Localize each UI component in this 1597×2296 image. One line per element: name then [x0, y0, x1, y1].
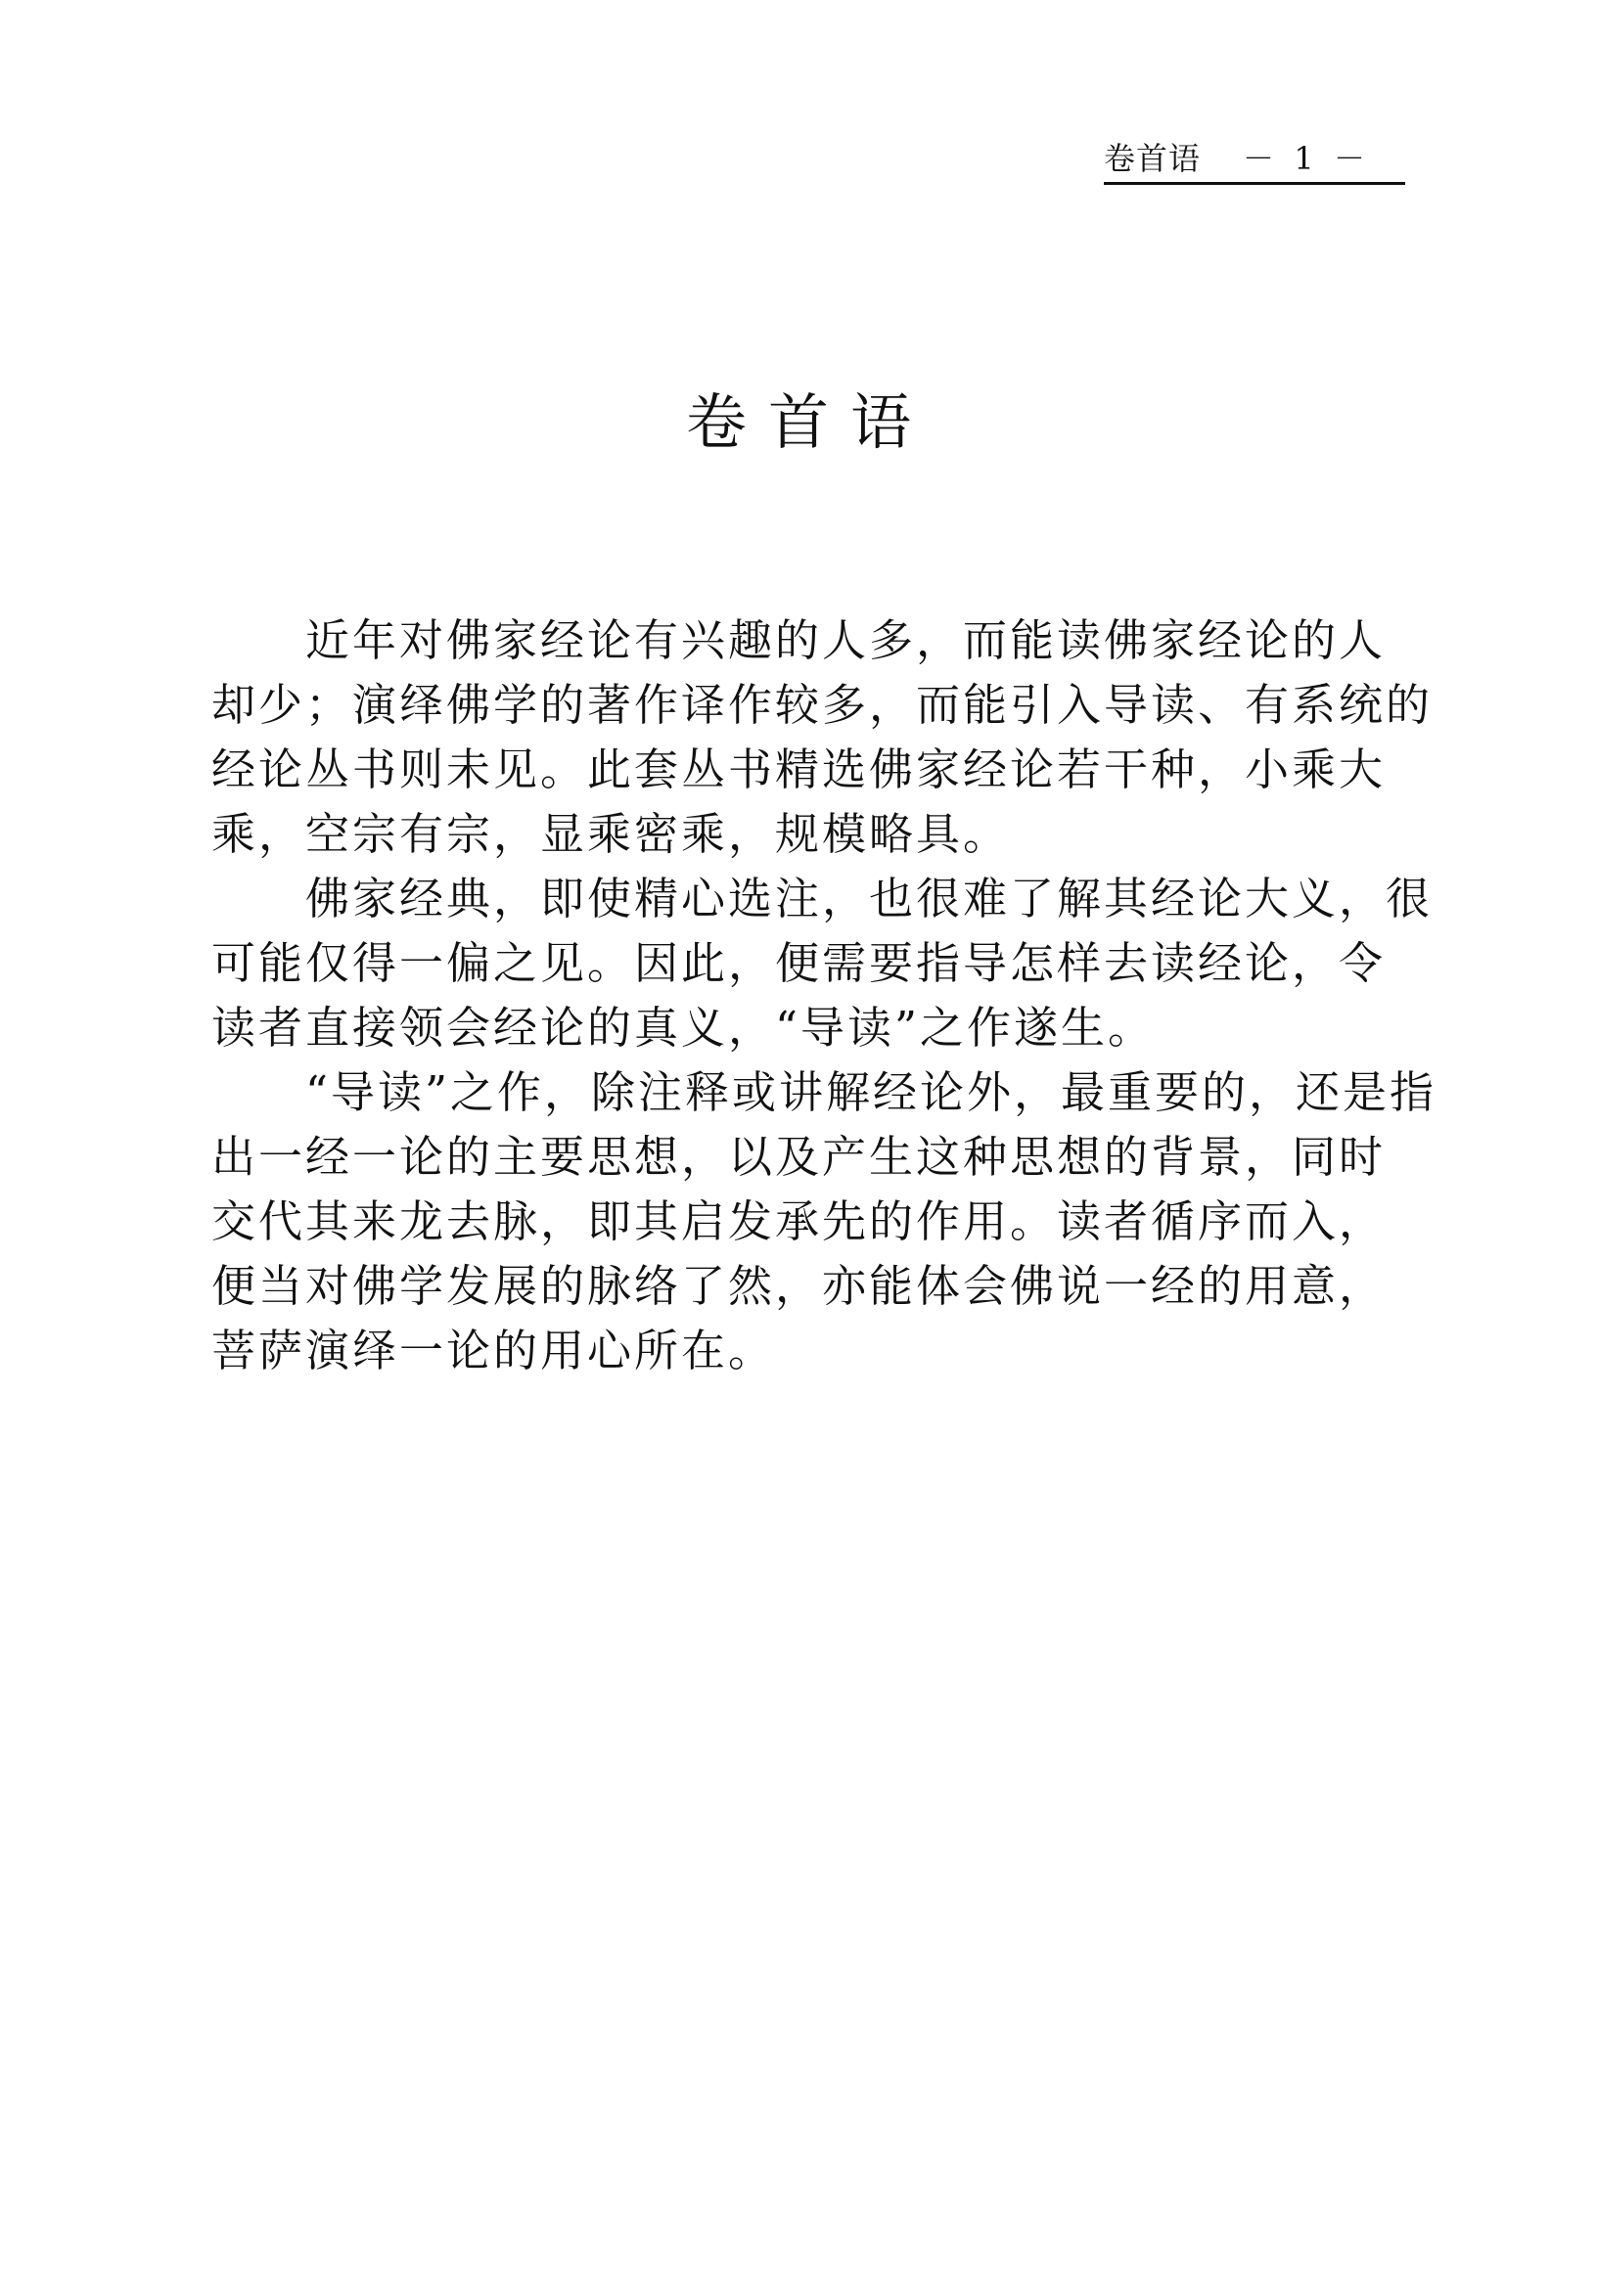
paragraph-line: 读者直接领会经论的真义，“导读”之作遂生。: [211, 1002, 1156, 1054]
paragraph-line: 菩萨演绎一论的用心所在。: [211, 1325, 776, 1376]
paragraph-line: 经论丛书则未见。此套丛书精选佛家经论若干种，小乘大: [211, 743, 1387, 795]
page-title: 卷首语: [685, 386, 933, 458]
paragraph-line: 可能仅得一偏之见。因此，便需要指导怎样去读经论，令: [211, 937, 1387, 989]
paragraph-line: 佛家经典，即使精心选注，也很难了解其经论大义，很: [305, 873, 1434, 924]
running-header: [1104, 135, 1405, 185]
running-header-section-name: 卷首语: [1104, 140, 1202, 177]
paragraph-line: [211, 1383, 1405, 1448]
paragraph-line: 出一经一论的主要思想，以及产生这种思想的背景，同时: [211, 1131, 1387, 1183]
paragraph-1: [211, 608, 1434, 867]
paragraph-2: [211, 867, 1434, 1060]
paragraph-line: “导读”之作，除注释或讲解经论外，最重要的，还是指: [305, 1066, 1437, 1118]
page-number: － 1 －: [1243, 140, 1366, 177]
body-text: [211, 608, 1437, 1448]
paragraph-line: 却少；演绎佛学的著作译作较多，而能引入导读、有系统的: [211, 679, 1434, 731]
paragraph-line: 近年对佛家经论有兴趣的人多，而能读佛家经论的人: [305, 614, 1387, 666]
paragraph-3: [211, 1060, 1437, 1448]
paragraph-line: 便当对佛学发展的脉络了然，亦能体会佛说一经的用意，: [211, 1260, 1387, 1312]
paragraph-line: 乘，空宗有宗，显乘密乘，规模略具。: [211, 808, 1011, 860]
paragraph-line: 交代其来龙去脉，即其启发承先的作用。读者循序而入，: [211, 1195, 1387, 1247]
